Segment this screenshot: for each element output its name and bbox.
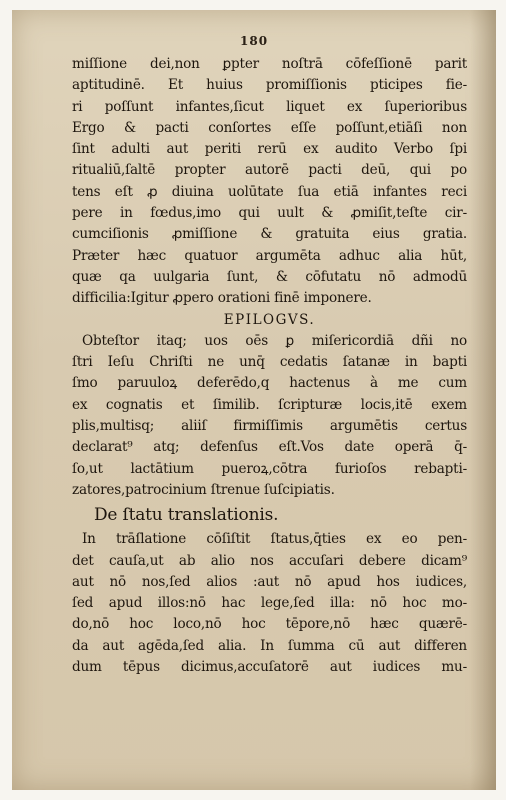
text-line: miſſione dei,non ꝑpter noſtrā cōfeſſionē parit (72, 56, 467, 72)
book-page (12, 10, 496, 790)
text-line: ex cognatis et ſimilib. ſcripturæ locis,itē exem (72, 396, 467, 413)
spine-shadow (470, 10, 496, 790)
text-line: pere in fœdus,imo qui uult & ꝓmiſit,teſte cir- (72, 205, 467, 222)
text-line: declarat⁹ atq; defenſus eſt.Vos date operā q̄- (72, 439, 467, 456)
text-line: ſo,ut lactātium pueroꝝ,cōtra furioſos rebapti- (72, 460, 467, 477)
epilogue-heading: EPILOGVS. (223, 311, 316, 328)
text-line: Præter hæc quatuor argumēta adhuc alia hūt, (72, 247, 467, 264)
page-number: 180 (240, 34, 269, 48)
text-line: ſtri Ieſu Chriſti ne unq̄ cedatis ſatanæ in bapti (72, 354, 467, 371)
section-heading: De ſtatu translationis. (94, 505, 279, 526)
text-line: quæ qa uulgaria ſunt, & cōfutatu nō admodū (72, 268, 467, 285)
text-line: dum tēpus dicimus,accuſatorē aut iudices mu- (72, 659, 467, 676)
text-line: det cauſa,ut ab alio nos accuſari debere dicam⁹ (72, 552, 467, 569)
text-line: Obteſtor itaq; uos oēs ꝑ miſericordiā dñi no (82, 332, 467, 349)
text-line: aptitudinē. Et huius promiſſionis pticipes fie- (72, 77, 467, 94)
text-line: ri poſſunt infantes,ſicut liquet ex ſuperioribus (72, 98, 467, 115)
text-line: zatores,patrocinium ſtrenue ſuſcipiatis. (72, 481, 335, 498)
text-line: da aut agēda,ſed alia. In ſumma cū aut differen (72, 637, 467, 654)
text-line: plis,multisq; aliiſ firmiſſimis argumētis certus (72, 418, 467, 435)
text-line: do,nō hoc loco,nō hoc tēpore,nō hæc quærē- (72, 616, 467, 633)
text-line: ſed apud illos:nō hac lege,ſed illa: nō hoc mo- (72, 595, 467, 612)
text-block (72, 54, 467, 678)
text-line: tens eſt ꝓ diuina uolūtate ſua etiā infantes reci (72, 183, 467, 200)
text-line: Ergo & pacti conſortes eſſe poſſunt,etiāſi non (72, 119, 467, 136)
text-line: ritualiū,ſaltē propter autorē pacti deū, qui po (72, 162, 467, 179)
text-line: difficilia:Igitur ꝓpero orationi finē imponere. (72, 290, 372, 307)
text-line: ſmo paruuloꝝ deferēdo,q hactenus à me cum (72, 375, 467, 392)
text-line: ſint adulti aut periti rerū ex audito Verbo ſpi (72, 141, 467, 158)
text-line: aut nō nos,ſed alios :aut nō apud hos iudices, (72, 573, 467, 590)
text-line: In trāſlatione cōſiſtit ſtatus,q̄ties ex eo pen- (82, 531, 467, 548)
text-line: cumciſionis ꝓmiſſione & gratuita eius gratia. (72, 226, 467, 243)
